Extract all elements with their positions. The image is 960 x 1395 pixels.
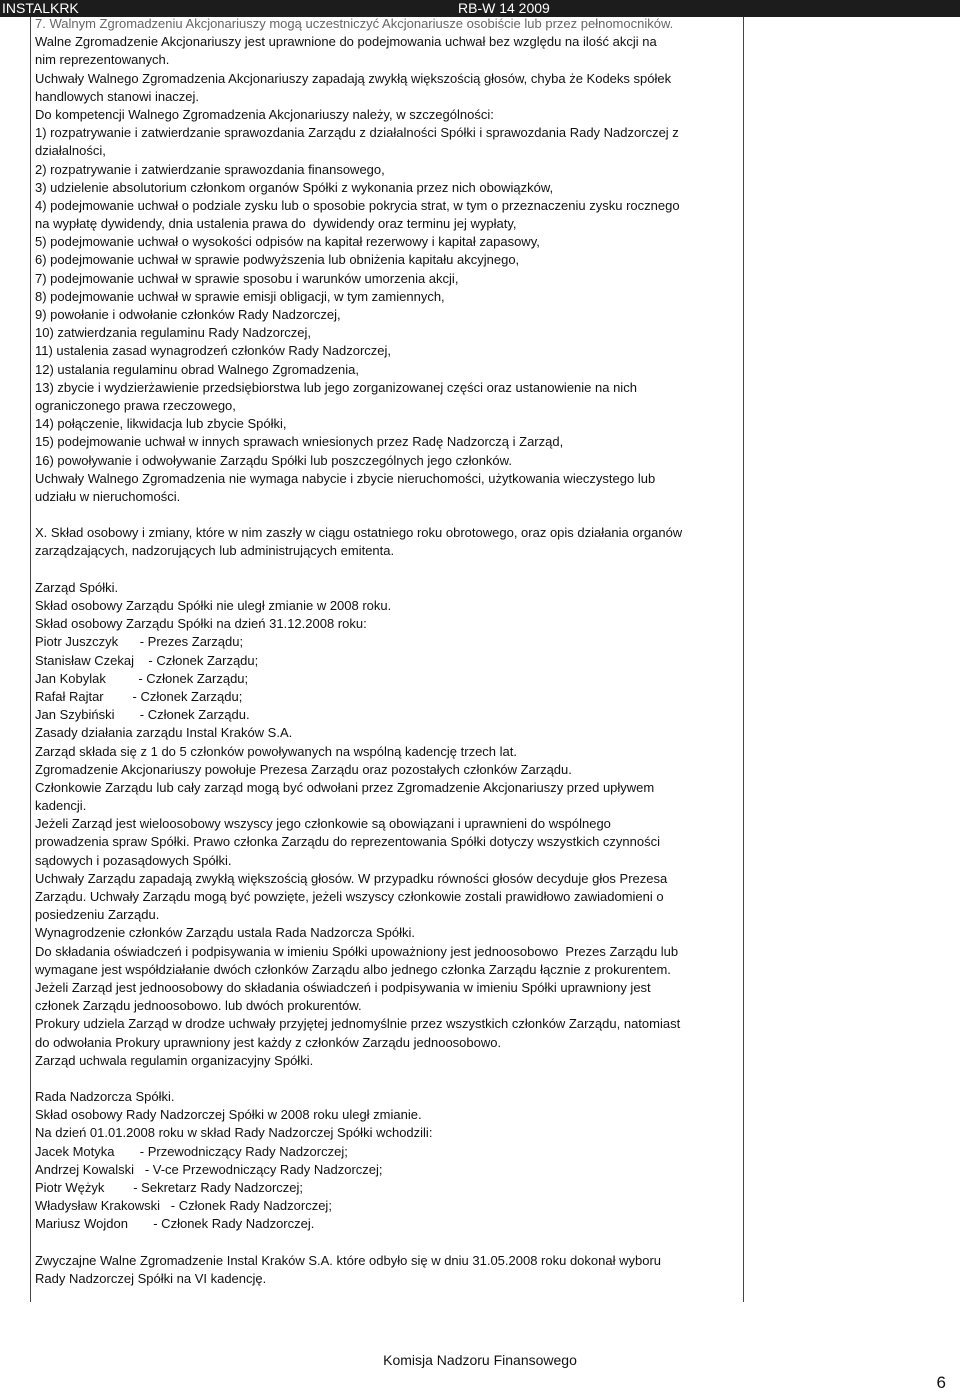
body-line: Zwyczajne Walne Zgromadzenie Instal Kraków S.A. które odbyło się w dniu 31.05.2008 roku dokonał wyboru — [35, 1252, 662, 1268]
frame-left-border — [30, 17, 31, 1302]
body-line: Zarządu. Uchwały Zarządu mogą być powzięte, jeżeli wszyscy członkowie zostali prawidłowo zawiadomieni o — [35, 889, 664, 904]
body-line: Prokury udziela Zarząd w drodze uchwały przyjętej jednomyślnie przez wszystkich członków Zarządu, natomiast — [35, 1016, 681, 1032]
body-line: 3) udzielenie absolutorium członkom organów Spółki z wykonania przez nich obowiązków, — [35, 179, 554, 195]
footer-agency: Komisja Nadzoru Finansowego — [383, 1352, 577, 1368]
blank-line — [35, 1070, 747, 1088]
body-line: Uchwały Zarządu zapadają zwykłą większością głosów. W przypadku równości głosów decyduje głos Prezesa — [35, 870, 668, 886]
body-line: 6) podejmowanie uchwał w sprawie podwyższenia lub obniżenia kapitału akcyjnego, — [35, 252, 520, 268]
body-line: członek Zarządu jednoosobowo. lub dwóch prokurentów. — [35, 998, 362, 1014]
body-line: Uchwały Walnego Zgromadzenia nie wymaga nabycie i zbycie nieruchomości, użytkowania wieczystego lub — [35, 470, 656, 486]
body-line: nim reprezentowanych. — [35, 52, 170, 68]
body-line: Stanisław Czekaj - Członek Zarządu; — [35, 652, 259, 668]
body-line: Mariusz Wojdon - Członek Rady Nadzorczej. — [35, 1216, 315, 1232]
body-line: Piotr Juszczyk - Prezes Zarządu; — [35, 634, 244, 650]
body-line: X. Skład osobowy i zmiany, które w nim zaszły w ciągu ostatniego roku obrotowego, oraz opis działania organów — [35, 525, 683, 541]
body-line: Władysław Krakowski - Członek Rady Nadzorczej; — [35, 1198, 332, 1214]
body-line: 13) zbycie i wydzierżawienie przedsiębiorstwa lub jego zorganizowanej części oraz ustanowienie na nich — [35, 379, 637, 395]
body-line: Jacek Motyka - Przewodniczący Rady Nadzorczej; — [35, 1143, 348, 1159]
body-line: 7. Walnym Zgromadzeniu Akcjonariuszy mogą uczestniczyć Akcjonariusze osobiście lub przez pełnomocników. — [35, 16, 674, 31]
body-line: na wypłatę dywidendy, dnia ustalenia prawa do dywidendy oraz terminu jej wypłaty, — [35, 216, 517, 232]
body-line: Zarząd uchwala regulamin organizacyjny Spółki. — [35, 1052, 314, 1068]
body-line: Jan Szybiński - Członek Zarządu. — [35, 707, 250, 723]
body-line: sądowych i pozasądowych Spółki. — [35, 852, 232, 868]
body-line: Andrzej Kowalski - V-ce Przewodniczący Rady Nadzorczej; — [35, 1161, 383, 1177]
body-line: działalności, — [35, 143, 106, 159]
body-line: Zarząd składa się z 1 do 5 członków powoływanych na wspólną kadencję trzech lat. — [35, 743, 517, 759]
body-line: Do składania oświadczeń i podpisywania w imieniu Spółki upoważniony jest jednoosobowo Prezes Zarządu lub — [35, 943, 679, 959]
body-line: ograniczonego prawa rzeczowego, — [35, 397, 236, 413]
body-line: zarządzających, nadzorujących lub administrujących emitenta. — [35, 543, 395, 559]
body-line: 8) podejmowanie uchwał w sprawie emisji obligacji, w tym zamiennych, — [35, 288, 445, 304]
body-line: 16) powoływanie i odwoływanie Zarządu Spółki lub poszczególnych jego członków. — [35, 452, 512, 468]
body-line: Zgromadzenie Akcjonariuszy powołuje Prezesa Zarządu oraz pozostałych członków Zarządu. — [35, 761, 572, 777]
body-line: Skład osobowy Rady Nadzorczej Spółki w 2008 roku uległ zmianie. — [35, 1107, 422, 1123]
body-line: 9) powołanie i odwołanie członków Rady Nadzorczej, — [35, 307, 341, 322]
body-line: kadencji. — [35, 798, 87, 814]
body-line: Uchwały Walnego Zgromadzenia Akcjonariuszy zapadają zwykłą większością głosów, chyba że Kodeks spółek — [35, 70, 672, 86]
body-line: wymagane jest współdziałanie dwóch członków Zarządu albo jednego członka Zarządu łącznie z prokurentem. — [35, 961, 671, 977]
body-line: 4) podejmowanie uchwał o podziale zysku lub o sposobie pokrycia strat, w tym o przeznaczeniu zysku rocznego — [35, 197, 680, 213]
body-line: Jan Kobylak - Członek Zarządu; — [35, 670, 249, 686]
body-line: Jeżeli Zarząd jest wieloosobowy wszyscy jego członkowie są obowiązani i uprawnieni do wspólnego — [35, 816, 611, 832]
body-line: Wynagrodzenie członków Zarządu ustala Rada Nadzorcza Spółki. — [35, 925, 415, 941]
body-line: 12) ustalania regulaminu obrad Walnego Zgromadzenia, — [35, 361, 359, 377]
body-line: 2) rozpatrywanie i zatwierdzanie sprawozdania finansowego, — [35, 161, 385, 177]
blank-line — [35, 1234, 747, 1252]
body-line: Jeżeli Zarząd jest jednoosobowy do składania oświadczeń i podpisywania w imieniu Spółki uprawniony jest — [35, 979, 651, 995]
body-line: 1) rozpatrywanie i zatwierdzanie sprawozdania Zarządu z działalności Spółki i sprawozdania Rady Nadzorczej z — [35, 125, 679, 141]
body-line: 11) ustalenia zasad wynagrodzeń członków Rady Nadzorczej, — [35, 343, 392, 359]
body-line: handlowych stanowi inaczej. — [35, 88, 200, 104]
body-line: prowadzenia spraw Spółki. Prawo członka Zarządu do reprezentowania Spółki dotyczy wszystkich czynności — [35, 834, 661, 850]
document-body — [35, 15, 747, 1288]
blank-line — [35, 506, 747, 524]
body-line: Skład osobowy Zarządu Spółki nie uległ zmianie w 2008 roku. — [35, 598, 392, 613]
body-line: udziału w nieruchomości. — [35, 488, 181, 504]
body-line: Członkowie Zarządu lub cały zarząd mogą być odwołani przez Zgromadzenie Akcjonariuszy przed upływem — [35, 779, 655, 795]
body-line: Do kompetencji Walnego Zgromadzenia Akcjonariuszy należy, w szczególności: — [35, 106, 494, 122]
body-line: Zasady działania zarządu Instal Kraków S.A. — [35, 725, 293, 741]
header-left-label: INSTALKRK — [2, 0, 79, 16]
body-line: Rafał Rajtar - Członek Zarządu; — [35, 688, 243, 704]
body-line: Zarząd Spółki. — [35, 579, 119, 595]
page-number: 6 — [936, 1373, 946, 1392]
body-line: Na dzień 01.01.2008 roku w skład Rady Nadzorczej Spółki wchodzili: — [35, 1125, 433, 1141]
body-line: 5) podejmowanie uchwał o wysokości odpisów na kapitał rezerwowy i kapitał zapasowy, — [35, 234, 540, 250]
body-line: Skład osobowy Zarządu Spółki na dzień 31.12.2008 roku: — [35, 616, 367, 632]
blank-line — [35, 561, 747, 579]
header-center-label: RB-W 14 2009 — [458, 0, 550, 16]
body-line: 10) zatwierdzania regulaminu Rady Nadzorczej, — [35, 325, 312, 341]
body-line: 14) połączenie, likwidacja lub zbycie Spółki, — [35, 416, 287, 432]
body-line: Rada Nadzorcza Spółki. — [35, 1089, 175, 1105]
body-line: Rady Nadzorczej Spółki na VI kadencję. — [35, 1270, 267, 1286]
body-line: Walne Zgromadzenie Akcjonariuszy jest uprawnione do podejmowania uchwał bez względu na ilość akcji na — [35, 34, 657, 50]
body-line: Piotr Wężyk - Sekretarz Rady Nadzorczej; — [35, 1180, 304, 1195]
body-line: do odwołania Prokury uprawniony jest każdy z członków Zarządu jednoosobowo. — [35, 1034, 502, 1050]
body-line: 7) podejmowanie uchwał w sprawie sposobu i warunków umorzenia akcji, — [35, 270, 459, 286]
body-line: 15) podejmowanie uchwał w innych sprawach wniesionych przez Radę Nadzorczą i Zarząd, — [35, 434, 564, 450]
body-line: posiedzeniu Zarządu. — [35, 907, 160, 923]
